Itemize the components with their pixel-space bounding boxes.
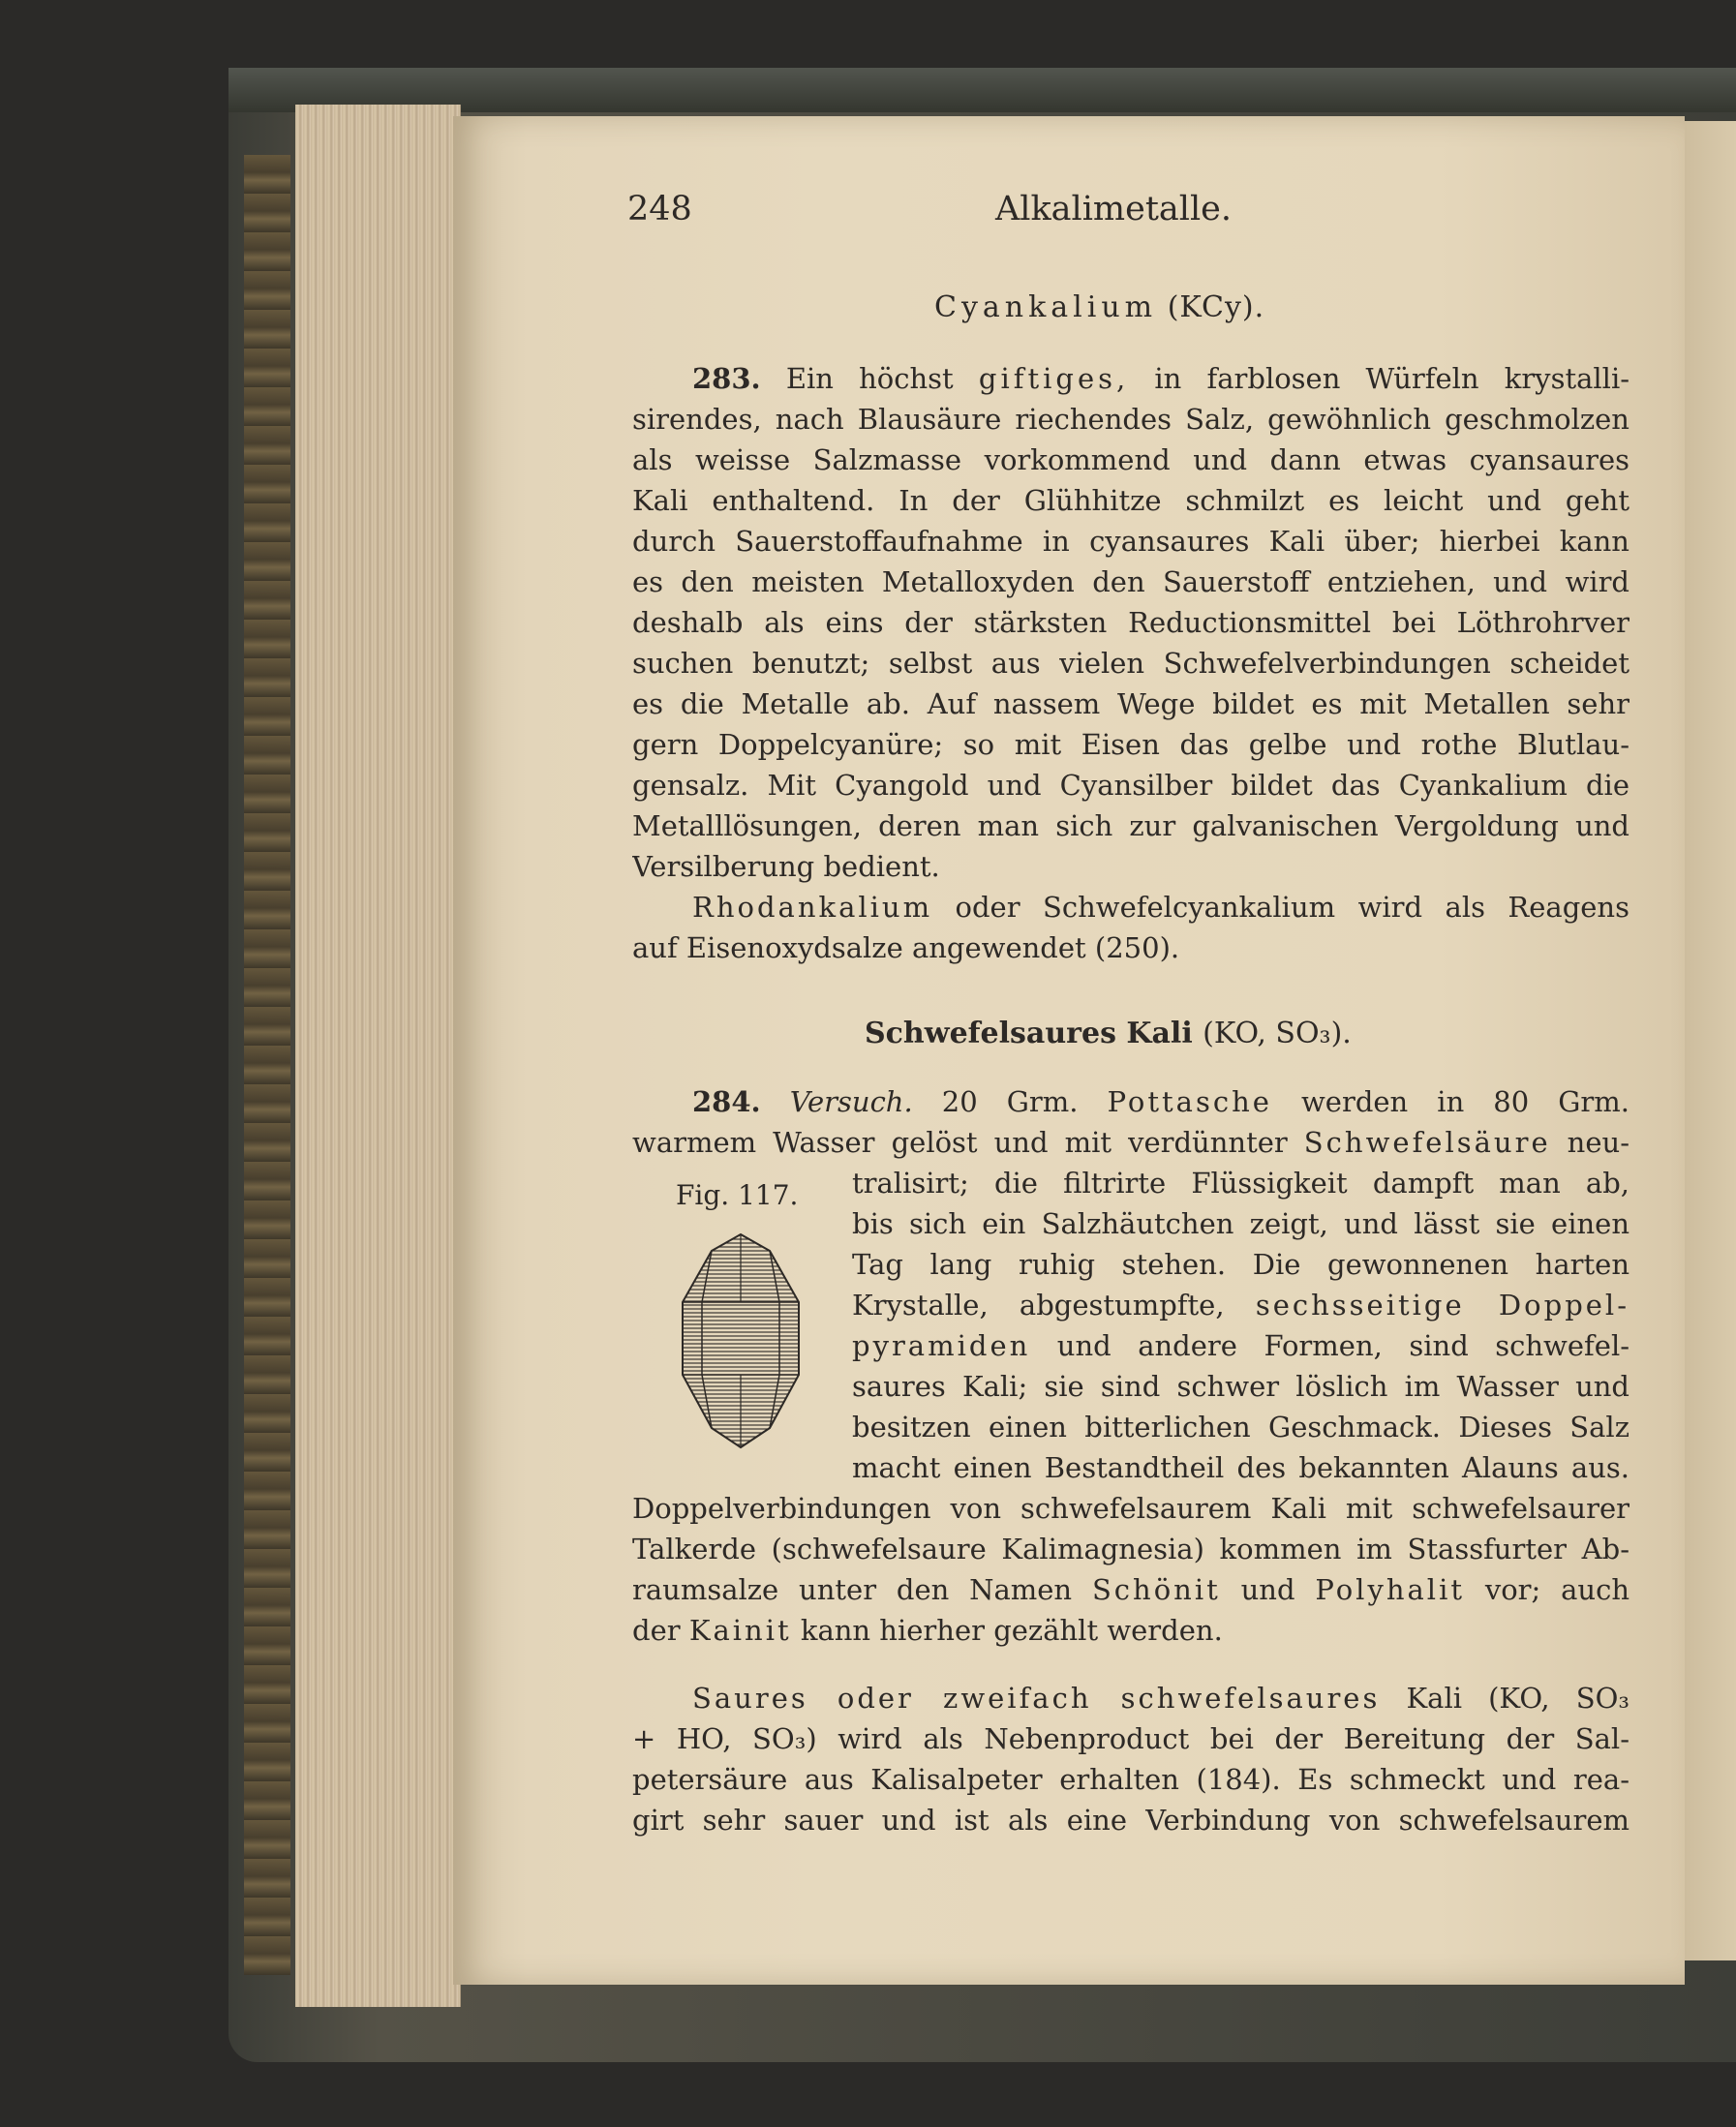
- next-page-edge: [1685, 121, 1736, 1960]
- spaced-text: Polyhalit: [1315, 1573, 1466, 1606]
- text-run: und: [1240, 1573, 1295, 1606]
- spaced-text: Kainit: [688, 1614, 792, 1647]
- text-run: Krystalle, abgestumpfte,: [852, 1289, 1225, 1322]
- paragraph-line: girt sehr sauer und ist als eine Verbindung von schwefelsaurem: [632, 1804, 1629, 1837]
- page-number: 248: [627, 190, 692, 228]
- text-run: Ein höchst: [785, 362, 954, 395]
- paragraph-line: bis sich ein Salzhäutchen zeigt, und lässt sie einen: [852, 1207, 1629, 1240]
- page-stack-edge: [295, 105, 461, 2007]
- paragraph-line: [852, 1285, 1629, 1325]
- text-run: warmem Wasser gelöst und mit verdünnter: [632, 1126, 1288, 1159]
- paragraph-line: petersäure aus Kalisalpeter erhalten (184). Es schmeckt und rea-: [632, 1763, 1629, 1796]
- crystal-figure: [668, 1230, 813, 1452]
- figure-label: Fig. 117.: [676, 1179, 799, 1211]
- heading-formula: (KCy).: [1167, 290, 1265, 324]
- paragraph-line: als weisse Salzmasse vorkommend und dann etwas cyansaures: [632, 443, 1629, 476]
- paragraph-line: deshalb als eins der stärksten Reductionsmittel bei Löthrohrver: [632, 606, 1629, 639]
- paragraph-line: Versilberung bedient.: [632, 850, 940, 883]
- text-run: in farblosen Würfeln krystalli-: [1154, 362, 1629, 395]
- paragraph-line: Metalllösungen, deren man sich zur galvanischen Vergoldung und: [632, 809, 1629, 842]
- text-run: der: [632, 1614, 681, 1647]
- book-spine: [244, 155, 290, 1975]
- paragraph-line: [632, 1610, 1629, 1651]
- spaced-text: sechsseitige Doppel-: [1255, 1289, 1629, 1322]
- spaced-text: Schönit: [1091, 1573, 1221, 1606]
- section-heading-cyankalium: [934, 290, 1264, 324]
- paragraph-line: [852, 1325, 1629, 1366]
- paragraph-line: gern Doppelcyanüre; so mit Eisen das gelbe und rothe Blutlau-: [632, 728, 1629, 761]
- heading-formula: (KO, SO₃).: [1203, 1017, 1352, 1050]
- spaced-text: Schwefelsäure: [1303, 1126, 1551, 1159]
- spaced-text: Pottasche: [1107, 1085, 1272, 1118]
- paragraph-line: sirendes, nach Blausäure riechendes Salz, gewöhnlich geschmolzen: [632, 403, 1629, 436]
- paragraph-line: + HO, SO₃) wird als Nebenproduct bei der Bereitung der Sal-: [632, 1722, 1629, 1755]
- paragraph-line: Talkerde (schwefelsaure Kalimagnesia) kommen im Stassfurter Ab-: [632, 1533, 1629, 1565]
- paragraph-line: Doppelverbindungen von schwefelsaurem Kali mit schwefelsaurer: [632, 1492, 1629, 1525]
- paragraph-line: [692, 1678, 1629, 1718]
- paragraph-line: macht einen Bestandtheil des bekannten Alauns aus.: [852, 1451, 1629, 1484]
- paragraph-line: [632, 1122, 1629, 1163]
- paragraph-line: [632, 1569, 1629, 1610]
- text-run: und andere Formen, sind schwefel-: [1056, 1329, 1629, 1362]
- text-run: oder Schwefelcyankalium wird als Reagens: [955, 891, 1629, 924]
- text-run: raumsalze unter den Namen: [632, 1573, 1073, 1606]
- text-run: Kali (KO, SO₃: [1406, 1682, 1629, 1715]
- section-heading-schwefelsaures-kali: [865, 1017, 1352, 1050]
- text-run: neu-: [1567, 1126, 1629, 1159]
- page-header: [627, 190, 1634, 238]
- spaced-text: Saures oder zweifach schwefelsaures: [692, 1682, 1381, 1715]
- heading-text: Schwefelsaures Kali: [865, 1017, 1193, 1050]
- text-run: 20 Grm.: [941, 1085, 1079, 1118]
- spaced-text: pyramiden: [852, 1329, 1031, 1362]
- paragraph-number: 283.: [692, 362, 761, 395]
- paragraph-line: es die Metalle ab. Auf nassem Wege bildet es mit Metallen sehr: [632, 687, 1629, 720]
- text-run: kann hierher gezählt werden.: [800, 1614, 1223, 1647]
- paragraph-number: 284.: [692, 1085, 761, 1118]
- paragraph-line: durch Sauerstoffaufnahme in cyansaures Kali über; hierbei kann: [632, 525, 1629, 558]
- running-title: Alkalimetalle.: [995, 190, 1232, 228]
- paragraph-line: auf Eisenoxydsalze angewendet (250).: [632, 931, 1180, 964]
- text-run: vor; auch: [1484, 1573, 1629, 1606]
- spaced-text: giftiges,: [978, 362, 1130, 395]
- paragraph-line: [692, 358, 1629, 399]
- paragraph-line: besitzen einen bitterlichen Geschmack. Dieses Salz: [852, 1411, 1629, 1443]
- paragraph-line: saures Kali; sie sind schwer löslich im Wasser und: [852, 1370, 1629, 1403]
- italic-text: Versuch.: [789, 1085, 913, 1118]
- paragraph-line: [692, 1081, 1629, 1122]
- paragraph-line: gensalz. Mit Cyangold und Cyansilber bildet das Cyankalium die: [632, 769, 1629, 802]
- paragraph-line: es den meisten Metalloxyden den Sauerstoff entziehen, und wird: [632, 565, 1629, 598]
- spaced-text: Rhodankalium: [692, 891, 933, 924]
- paragraph-line: tralisirt; die filtrirte Flüssigkeit dampft man ab,: [852, 1167, 1629, 1200]
- paragraph-line: suchen benutzt; selbst aus vielen Schwefelverbindungen scheidet: [632, 647, 1629, 680]
- heading-spaced-text: Cyankalium: [934, 290, 1158, 324]
- text-run: werden in 80 Grm.: [1300, 1085, 1629, 1118]
- paragraph-line: Tag lang ruhig stehen. Die gewonnenen harten: [852, 1248, 1629, 1281]
- paragraph-line: Kali enthaltend. In der Glühhitze schmilzt es leicht und geht: [632, 484, 1629, 517]
- paragraph-line: [692, 887, 1629, 927]
